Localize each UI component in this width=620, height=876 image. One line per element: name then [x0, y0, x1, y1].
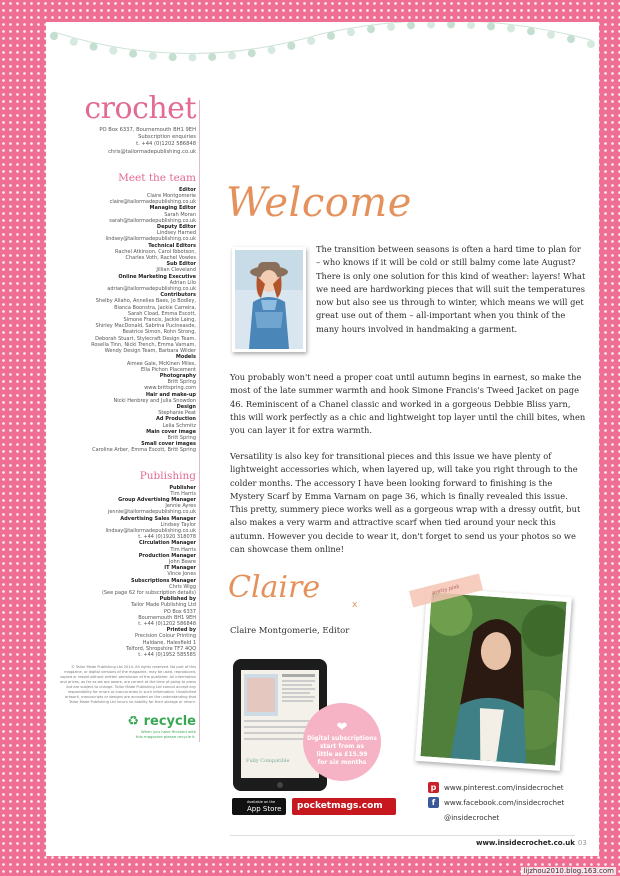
bunting-bead — [387, 23, 395, 31]
staff-entry: Britt Spring — [167, 434, 196, 441]
staff-entry: Britt Spring — [167, 379, 196, 386]
bunting-bead — [70, 38, 78, 46]
staff-entry: (See page 62 for subscription details) — [101, 590, 196, 596]
staff-entry: t. +44 (0)1920 318078 — [138, 534, 196, 541]
staff-entry: Simone Francis, Jackie Laing, — [123, 317, 196, 324]
staff-entry: www.brittspring.com — [144, 385, 196, 392]
staff-entry: PO Box 6337 — [163, 608, 196, 615]
contact-email-link[interactable]: chris@tailormadepublishing.co.uk — [108, 148, 196, 155]
staff-entry: t. +44 (0)1202 586848 — [138, 621, 196, 628]
bunting-bead — [467, 22, 475, 29]
bunting-bead — [50, 32, 58, 40]
staff-role: Editor — [179, 186, 196, 193]
blog-watermark: lijzhou2010.blog.163.com — [523, 867, 614, 875]
heart-icon: ❤ — [336, 720, 348, 735]
bunting-bead — [248, 49, 256, 57]
publishing-list — [60, 485, 196, 659]
recycle-icon: ♻ — [127, 714, 140, 730]
bunting-bead — [129, 50, 137, 58]
bunting-bead — [367, 25, 375, 33]
welcome-paragraph-1: The transition between seasons is often a hard time to plan for – who knows if it will be cold or still balmy come late August? There is only one solution for this kind of weather: layers! What we need are hardworking pieces that will suit the temperatures now but also see us through to winter, which means we will get great use out of them – all-important when you think of the many hours involved in handmaking a garment. — [316, 244, 586, 334]
staff-role: Publisher — [169, 484, 196, 491]
pinterest-icon: p — [428, 782, 439, 793]
staff-entry: Bianca Boonstra, Jackie Carreira, — [114, 304, 196, 311]
bunting-bead — [307, 37, 315, 45]
crochet-logo: crochet — [84, 91, 196, 126]
staff-role: Published by — [159, 596, 196, 603]
staff-entry: Lindsey Harned — [157, 230, 196, 237]
staff-role: Ad Production — [156, 416, 196, 423]
staff-entry: Caroline Arber, Emma Escott, Britt Spring — [92, 447, 196, 454]
staff-entry: Jennie Ayres — [165, 503, 196, 510]
staff-entry: Shirley MacDonald, Sabrina Pucineasde, — [95, 323, 196, 330]
staff-entry: Aimee Gale, McKinen Miles, — [126, 360, 196, 367]
staff-entry: Deborah Stuart, Stylecraft Design Team, — [95, 335, 196, 342]
bunting-bead — [188, 54, 196, 62]
bunting-bead — [287, 42, 295, 50]
bunting-bead — [208, 53, 216, 61]
twitter-icon — [428, 812, 439, 823]
recycle-logo-text: recycle — [143, 714, 196, 730]
bunting-bead — [447, 22, 455, 28]
staff-entry: Tim Harris — [170, 490, 196, 497]
staff-role: Managing Editor — [149, 205, 196, 212]
staff-role: Circulation Manager — [138, 540, 196, 547]
staff-entry: Tim Harris — [170, 546, 196, 553]
staff-role: Photography — [159, 372, 196, 379]
copyright-notice: © Tailor Made Publishing Ltd 2014. All rights reserved. No part of this magazine, or digital versions of the magazine, may be used, reproduced, copied or resold without written permission of the publisher. All information and prices, as far as we are aware, are correct at the time of going to press but are subject to change. Tailor Made Publishing Ltd cannot accept any responsibility for errors or inaccuracies in such information. Unsolicited artwork, manuscripts or designs are accepted on the understanding that Tailor Made Publishing Ltd incurs no liability for their storage or return. — [60, 665, 196, 705]
publishing-heading: Publishing — [139, 469, 196, 482]
staff-entry: Tailor Made Publishing Ltd — [130, 602, 196, 609]
facebook-icon: f — [428, 797, 439, 808]
facebook-link[interactable]: f www.facebook.com/insidecrochet — [428, 795, 564, 810]
staff-entry: Sarah Cload, Emma Escott, — [127, 310, 196, 317]
staff-role: Production Manager — [138, 552, 196, 559]
magazine-page — [46, 22, 599, 856]
recycle-tagline-1: When you have finished with — [140, 729, 196, 735]
bunting-bead — [169, 53, 177, 61]
staff-entry: sarah@tailormadepublishing.co.uk — [109, 217, 196, 224]
bunting-bead — [90, 43, 98, 51]
pinterest-link[interactable]: p www.pinterest.com/insidecrochet — [428, 780, 564, 795]
model-photo — [415, 587, 572, 771]
recycle-logo-block — [60, 714, 196, 739]
staff-entry: jennie@tailormadepublishing.co.uk — [107, 509, 196, 516]
staff-entry: Rachel Atkinson, Carol Ibbotson, — [115, 248, 196, 255]
staff-entry: John Beare — [168, 558, 196, 565]
social-links — [428, 780, 564, 825]
staff-entry: Bournemouth BH1 9EH — [138, 614, 196, 621]
pocketmags-button[interactable]: pocketmags.com — [292, 798, 396, 815]
staff-entry: Rosella Tinn, Nicki Trench, Emma Varnam, — [91, 341, 196, 348]
bunting-bead — [347, 28, 355, 36]
staff-entry: Shelby Allaho, Annelies Baes, Jo Bodley, — [95, 298, 196, 305]
staff-role: Main cover image — [146, 428, 196, 435]
staff-role: Deputy Editor — [156, 224, 196, 231]
staff-entry: Lindsey Taylor — [160, 521, 196, 528]
bunting-bead — [527, 27, 535, 35]
staff-role: Subscriptions Manager — [131, 577, 196, 584]
contact-address: PO Box 6337, Bournemouth BH1 9EH Subscription enquiries t. +44 (0)1202 586848 chris@tailormadepublishing.co.uk — [60, 127, 196, 156]
staff-role: Hair and make-up — [145, 391, 196, 398]
masthead-sidebar — [60, 92, 196, 739]
bunting-bead — [327, 32, 335, 40]
bunting-bead — [567, 35, 575, 43]
staff-entry: Wendy Design Team, Barbara Wilder — [104, 348, 196, 355]
staff-entry: lindsey@tailormadepublishing.co.uk — [105, 236, 196, 243]
bunting-bead — [587, 40, 595, 48]
staff-role: Small cover images — [141, 441, 196, 448]
recycle-tagline-2: this magazine please recycle it. — [135, 734, 196, 740]
editor-name: Claire Montgomerie, Editor — [230, 626, 350, 636]
photo-tape: pretty pink — [409, 574, 483, 608]
staff-entry: Precision Colour Printing — [135, 633, 196, 640]
staff-entry: Lelia Schmitz — [162, 422, 196, 429]
staff-entry: Charles Voth, Rachel Vowles — [125, 255, 196, 262]
welcome-paragraph-2: You probably won't need a proper coat until autumn begins in earnest, so make the most of the late summer warmth and hook Simone Francis's Tweed Jacket on page 46. Reminiscent of a Chanel classic and worked in a gorgeous Debbie Bliss yarn, this will work perfectly as a chic and lightweight top layer until the chill bites, when you can layer it for extra warmth. — [230, 372, 586, 436]
staff-role: Contributors — [160, 292, 196, 299]
bunting-bead — [109, 47, 117, 55]
bunting-bead — [228, 52, 236, 60]
editor-photo — [232, 247, 306, 352]
bunting-bead — [507, 24, 515, 32]
bunting-bead — [407, 22, 415, 29]
bunting-bead — [149, 52, 157, 60]
footer-rule — [230, 835, 575, 836]
staff-entry: lindsay@tailormadepublishing.co.uk — [105, 527, 196, 534]
staff-entry: Telford, Shropshire TF7 4QQ — [126, 645, 196, 652]
staff-entry: Stephanie Peat — [158, 410, 196, 417]
footer-url[interactable]: www.insidecrochet.co.uk — [476, 839, 575, 847]
staff-role: Online Marketing Executive — [118, 273, 196, 280]
bunting-bead — [487, 22, 495, 30]
twitter-link[interactable]: @insidecrochet — [428, 810, 564, 825]
column-divider — [199, 100, 200, 742]
staff-role: Design — [176, 403, 196, 410]
footer — [476, 839, 587, 847]
welcome-title: Welcome — [226, 180, 412, 226]
bunting-decoration — [46, 22, 599, 82]
staff-role: Technical Editors — [148, 242, 196, 249]
app-store-button[interactable]: Available on the App Store — [232, 798, 286, 815]
staff-role: IT Manager — [164, 565, 196, 572]
bunting-bead — [427, 22, 435, 29]
staff-entry: Chris Wigg — [169, 583, 196, 590]
page-number: 03 — [577, 839, 587, 847]
staff-entry: Beatrice Simon, Rohn Strong, — [122, 329, 196, 336]
editor-signature: Claire — [228, 570, 321, 605]
tablet-caption: Fully Compatible — [246, 758, 290, 764]
staff-entry: Haldane, Halesfield 1 — [142, 639, 196, 646]
staff-role: Models — [175, 354, 196, 361]
digital-subscription-badge[interactable]: ❤ Digital subscriptions start from as little as £15.99 for six months — [303, 703, 381, 781]
staff-role: Sub Editor — [166, 261, 196, 268]
team-list — [60, 187, 196, 454]
staff-entry: Nicki Henbrey and Julia Snowdon — [113, 397, 196, 404]
team-heading: Meet the team — [118, 171, 196, 184]
staff-entry: Adrian Lilo — [169, 279, 196, 286]
staff-entry: Vince Jones — [167, 571, 196, 578]
staff-entry: adrian@tailormadepublishing.co.uk — [107, 286, 196, 293]
staff-entry: claire@tailormadepublishing.co.uk — [109, 199, 196, 206]
staff-entry: Claire Montgomerie — [146, 193, 196, 200]
staff-entry: t. +44 (0)1952 585585 — [138, 652, 196, 659]
staff-role: Printed by — [166, 627, 196, 634]
staff-entry: Ella Pichon Placement — [141, 366, 196, 373]
bunting-bead — [547, 31, 555, 39]
staff-role: Group Advertising Manager — [118, 496, 196, 503]
bunting-bead — [268, 46, 276, 54]
staff-role: Advertising Sales Manager — [120, 515, 196, 522]
staff-entry: Sarah Moran — [164, 211, 196, 218]
welcome-paragraph-3: Versatility is also key for transitional pieces and this issue we have plenty of lightweight accessories which, when layered up, will take you right through to the colder months. The accessory I have been looking forward to finishing is the Mystery Scarf by Emma Varnam on page 36, which is finally revealed this issue. This pretty, summery piece works well as a gorgeous wrap with a dressy outfit, but also makes a very warm and attractive scarf when tied around your neck this autumn. However you decide to wear it, don't forget to send us your photos so we can showcase them online! — [230, 451, 581, 555]
signature-kiss: x — [352, 600, 358, 610]
staff-entry: Jillian Cleveland — [156, 267, 196, 274]
